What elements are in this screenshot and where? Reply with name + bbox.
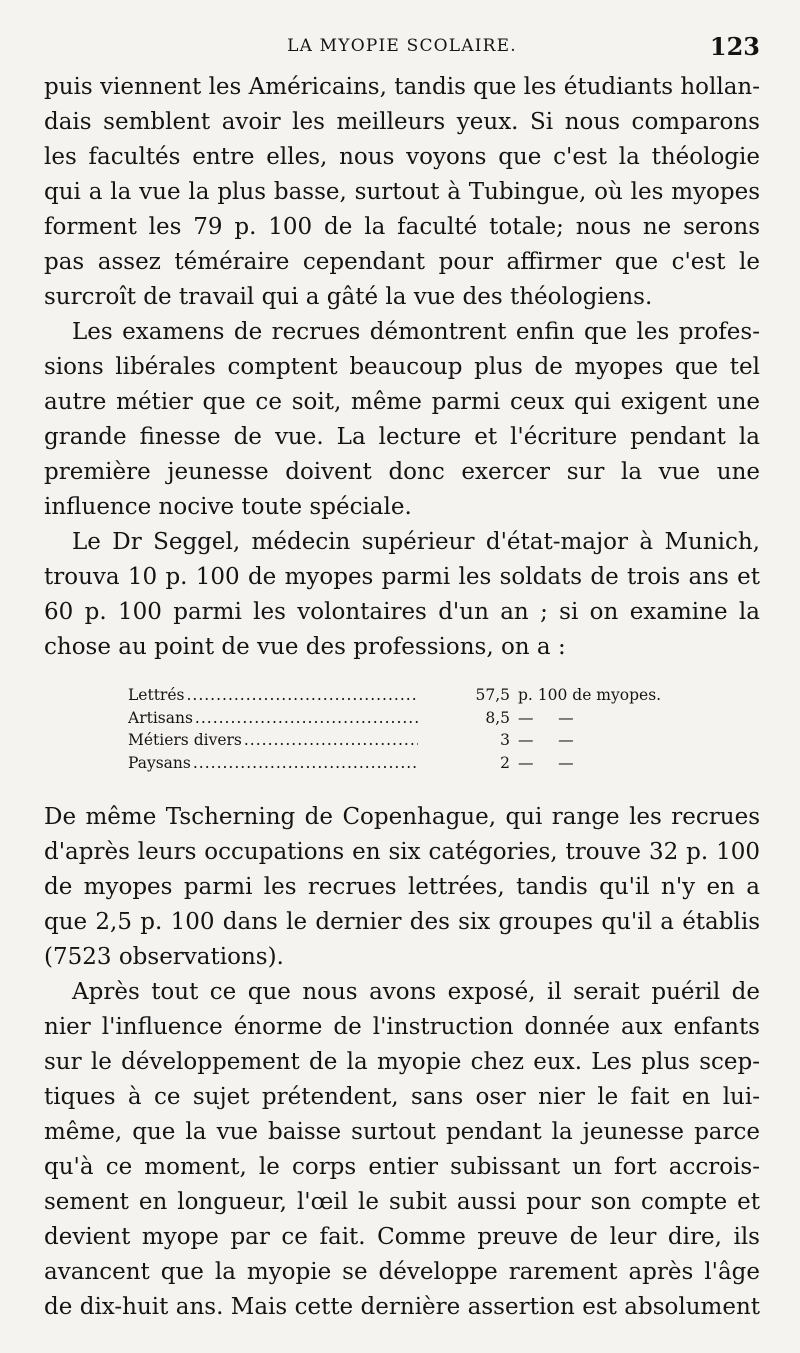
text-line: qui a la vue la plus basse, surtout à Tubingue, où les myopes xyxy=(44,179,760,205)
table-unit: — — xyxy=(518,753,574,772)
text-line: Après tout ce que nous avons exposé, il serait puéril de xyxy=(72,979,760,1005)
paragraph-3 xyxy=(44,525,760,665)
table-value: 3 xyxy=(500,731,510,749)
text-line: d'après leurs occupations en six catégories, trouve 32 p. 100 xyxy=(44,839,760,865)
text-line: Le Dr Seggel, médecin supérieur d'état-major à Munich, xyxy=(72,529,760,555)
table-label: Métiers divers ..... xyxy=(128,729,418,752)
text-line: forment les 79 p. 100 de la faculté totale; nous ne serons xyxy=(44,214,760,240)
text-line: (7523 observations). xyxy=(44,944,284,970)
text-line: de myopes parmi les recrues lettrées, tandis qu'il n'y en a xyxy=(44,874,760,900)
text-line: trouva 10 p. 100 de myopes parmi les soldats de trois ans et xyxy=(44,564,760,590)
table-unit: — — xyxy=(518,731,574,749)
text-line: pas assez téméraire cependant pour affirmer que c'est le xyxy=(44,249,760,275)
text-line: sur le développement de la myopie chez eux. Les plus scep- xyxy=(44,1049,760,1075)
paragraph-5 xyxy=(44,975,760,1325)
paragraph-1 xyxy=(44,70,760,315)
text-line: tiques à ce sujet prétendent, sans oser nier le fait en lui- xyxy=(44,1084,760,1110)
table-label: Paysans ..... xyxy=(128,752,418,775)
table-row xyxy=(128,752,688,775)
text-line: chose au point de vue des professions, on a : xyxy=(44,634,566,660)
text-line: 60 p. 100 parmi les volontaires d'un an ; si on examine la xyxy=(44,599,760,625)
text-line: sement en longueur, l'œil le subit aussi pour son compte et xyxy=(44,1189,760,1215)
text-line: les facultés entre elles, nous voyons que c'est la théologie xyxy=(44,144,760,170)
text-line: première jeunesse doivent donc exercer sur la vue une xyxy=(44,459,760,485)
table-value: 2 xyxy=(500,753,510,772)
text-line: qu'à ce moment, le corps entier subissant un fort accrois- xyxy=(44,1154,760,1180)
table-unit: — — xyxy=(518,708,574,727)
table-label: Artisans ..... xyxy=(128,707,418,730)
text-line: influence nocive toute spéciale. xyxy=(44,494,412,520)
table-row xyxy=(128,684,688,707)
table-unit: p. 100 de myopes. xyxy=(518,686,662,704)
text-line: avancent que la myopie se développe rarement après l'âge xyxy=(44,1259,760,1285)
body-text xyxy=(44,70,760,665)
running-head xyxy=(44,32,760,62)
text-line: que 2,5 p. 100 dans le dernier des six groupes qu'il a établis xyxy=(44,909,760,935)
body-text-continued xyxy=(44,800,760,1325)
text-line: de dix-huit ans. Mais cette dernière assertion est absolument xyxy=(44,1294,760,1320)
text-line: sions libérales comptent beaucoup plus de myopes que tel xyxy=(44,354,760,380)
running-title: LA MYOPIE SCOLAIRE. xyxy=(287,36,517,56)
text-line: puis viennent les Américains, tandis que les étudiants hollan- xyxy=(44,74,760,100)
text-line: dais semblent avoir les meilleurs yeux. Si nous comparons xyxy=(44,109,760,135)
text-line: Les examens de recrues démontrent enfin que les profes- xyxy=(72,319,760,345)
text-line: De même Tscherning de Copenhague, qui range les recrues xyxy=(44,804,760,830)
text-line: même, que la vue baisse surtout pendant la jeunesse parce xyxy=(44,1119,760,1145)
text-line: surcroît de travail qui a gâté la vue des théologiens. xyxy=(44,284,653,310)
table-label: Lettrés ..... xyxy=(128,684,418,707)
table-value: 8,5 xyxy=(485,708,510,727)
table-row xyxy=(128,707,688,730)
myopia-table xyxy=(128,684,688,774)
table-row xyxy=(128,729,688,752)
text-line: autre métier que ce soit, même parmi ceux qui exigent une xyxy=(44,389,760,415)
text-line: nier l'influence énorme de l'instruction donnée aux enfants xyxy=(44,1014,760,1040)
paragraph-2 xyxy=(44,315,760,525)
text-line: grande finesse de vue. La lecture et l'écriture pendant la xyxy=(44,424,760,450)
page-number: 123 xyxy=(709,32,760,61)
paragraph-4 xyxy=(44,800,760,975)
table-value: 57,5 xyxy=(475,686,510,704)
text-line: devient myope par ce fait. Comme preuve de leur dire, ils xyxy=(44,1224,760,1250)
